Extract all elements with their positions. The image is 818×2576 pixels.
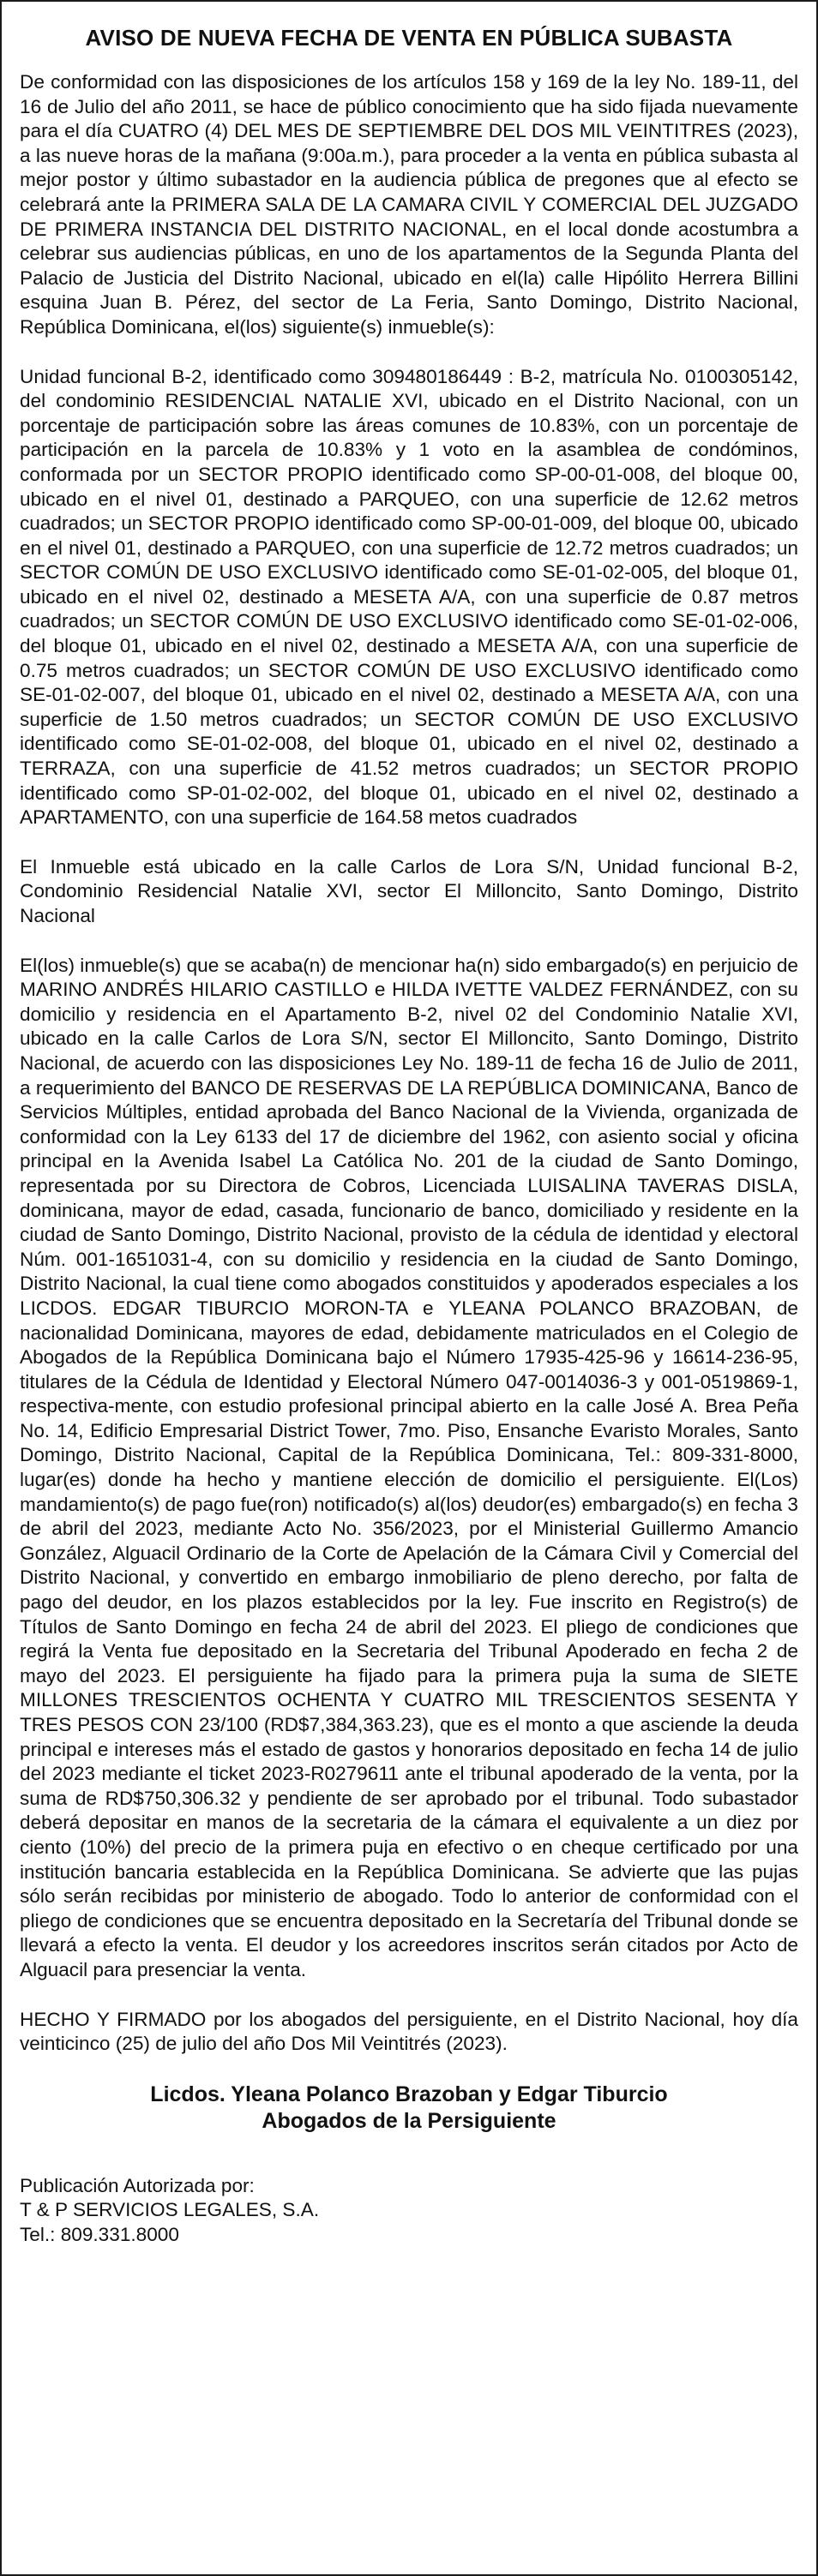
publication-label: Publicación Autorizada por: bbox=[20, 2174, 255, 2196]
publication-phone: Tel.: 809.331.8000 bbox=[20, 2223, 179, 2245]
property-description-paragraph: Unidad funcional B-2, identificado como 309480186449 : B-2, matrícula No. 0100305142, del condominio RESIDENCIAL NATALIE XVI, ubicado en el Distrito Nacional, con un porcentaje de participación sobre las áreas comunes de 10.83%, con un porcentaje de participación en la parcela de 10.83% y 1 voto en la asamblea de condóminos, conformada por un SECTOR PROPIO identificado como SP-00-01-008, del bloque 00, ubicado en el nivel 01, destinado a PARQUEO, con una superficie de 12.62 metros cuadrados; un SECTOR PROPIO identificado como SP-00-01-009, del bloque 00, ubicado en el nivel 01, destinado a PARQUEO, con una superficie de 12.72 metros cuadrados; un SECTOR COMÚN DE USO EXCLUSIVO identificado como SE-01-02-005, del bloque 01, ubicado en el nivel 02, destinado a MESETA A/A, con una superficie de 0.87 metros cuadrados; un SECTOR COMÚN DE USO EXCLUSIVO identificado como SE-01-02-006, del bloque 01, ubicado en el nivel 02, destinado a MESETA A/A, con una superficie de 0.75 metros cuadrados; un SECTOR COMÚN DE USO EXCLUSIVO identificado como SE-01-02-007, del bloque 01, ubicado en el nivel 02, destinado a MESETA A/A, con una superficie de 1.50 metros cuadrados; un SECTOR COMÚN DE USO EXCLUSIVO identificado como SE-01-02-008, del bloque 01, ubicado en el nivel 02, destinado a TERRAZA, con una superficie de 41.52 metros cuadrados; un SECTOR PROPIO identificado como SP-01-02-002, del bloque 01, ubicado en el nivel 02, destinado a APARTAMENTO, con una superficie de 164.58 metos cuadrados bbox=[20, 365, 798, 829]
signed-paragraph: HECHO Y FIRMADO por los abogados del persiguiente, en el Distrito Nacional, hoy día veinticinco (25) de julio del año Dos Mil Veintitrés (2023). bbox=[20, 2008, 798, 2055]
signature-names: Licdos. Yleana Polanco Brazoban y Edgar Tiburcio bbox=[150, 2082, 668, 2106]
property-location-paragraph: El Inmueble está ubicado en la calle Carlos de Lora S/N, Unidad funcional B-2, Condominio Residencial Natalie XVI, sector El Milloncito, Santo Domingo, Distrito Nacional bbox=[20, 855, 798, 926]
intro-paragraph: De conformidad con las disposiciones de los artículos 158 y 169 de la ley No. 189-11, del 16 de Julio del año 2011, se hace de público conocimiento que ha sido fijada nuevamente para el día CUATRO (4) DEL MES DE SEPTIEMBRE DEL DOS MIL VEINTITRES (2023), a las nueve horas de la mañana (9:00a.m.), para proceder a la venta en pública subasta al mejor postor y último subastador en la audiencia pública de pregones que al efecto se celebrará ante la PRIMERA SALA DE LA CAMARA CIVIL Y COMERCIAL DEL JUZGADO DE PRIMERA INSTANCIA DEL DISTRITO NACIONAL, en el local donde acostumbra a celebrar sus audiencias públicas, en uno de los apartamentos de la Segunda Planta del Palacio de Justicia del Distrito Nacional, ubicado en el(la) calle Hipólito Herrera Billini esquina Juan B. Pérez, del sector de La Feria, Santo Domingo, Distrito Nacional, República Dominicana, el(los) siguiente(s) inmueble(s): bbox=[20, 71, 798, 338]
signature-role: Abogados de la Persiguiente bbox=[262, 2108, 556, 2133]
notice-title: AVISO DE NUEVA FECHA DE VENTA EN PÚBLICA SUBASTA bbox=[85, 25, 733, 51]
publication-company: T & P SERVICIOS LEGALES, S.A. bbox=[20, 2199, 320, 2221]
seizure-details-paragraph: El(los) inmueble(s) que se acaba(n) de mencionar ha(n) sido embargado(s) en perjuicio de MARINO ANDRÉS HILARIO CASTILLO e HILDA IVETTE VALDEZ FERNÁNDEZ, con su domicilio y residencia en el Apartamento B-2, nivel 02 del Condominio Natalie XVI, ubicado en la calle Carlos de Lora S/N, sector El Milloncito, Santo Domingo, Distrito Nacional, de acuerdo con las disposiciones Ley No. 189-11 de fecha 16 de Julio de 2011, a requerimiento del BANCO DE RESERVAS DE LA REPÚBLICA DOMINICANA, Banco de Servicios Múltiples, entidad aprobada del Banco Nacional de la Vivienda, organizada de conformidad con la Ley 6133 del 17 de diciembre del 1962, con asiento social y oficina principal en la Avenida Isabel La Católica No. 201 de la ciudad de Santo Domingo, representada por su Directora de Cobros, Licenciada LUISALINA TAVERAS DISLA, dominicana, mayor de edad, casada, funcionario de banco, domiciliado y residente en la ciudad de Santo Domingo, Distrito Nacional, provisto de la cédula de identidad y electoral Núm. 001-1651031-4, con su domicilio y residencia en la ciudad de Santo Domingo, Distrito Nacional, la cual tiene como abogados constituidos y apoderados especiales a los LICDOS. EDGAR TIBURCIO MORON-TA e YLEANA POLANCO BRAZOBAN, de nacionalidad Dominicana, mayores de edad, debidamente matriculados en el Colegio de Abogados de la República Dominicana bajo el Número 17935-425-96 y 16614-236-95, titulares de la Cédula de Identidad y Electoral Número 047-0014036-3 y 001-0519869-1, respectiva-mente, con estudio profesional principal abierto en la calle José A. Brea Peña No. 14, Edificio Empresarial District Tower, 7mo. Piso, Ensanche Evaristo Morales, Santo Domingo, Distrito Nacional, Capital de la República Dominicana, Tel.: 809-331-8000, lugar(es) donde ha hecho y mantiene elección de domicilio el persiguiente. El(Los) mandamiento(s) de pago fue(ron) notificado(s) al(los) deudor(es) embargado(s) en fecha 3 de abril del 2023, mediante Acto No. 356/2023, por el Ministerial Guillermo Amancio González, Alguacil Ordinario de la Corte de Apelación de la Cámara Civil y Comercial del Distrito Nacional, y convertido en embargo inmobiliario de pleno derecho, por falta de pago del deudor, en los plazos establecidos por la ley. Fue inscrito en Registro(s) de Títulos de Santo Domingo en fecha 24 de abril del 2023. El pliego de condiciones que regirá la Venta fue depositado en la Secretaria del Tribunal Apoderado en fecha 2 de mayo del 2023. El persiguiente ha fijado para la primera puja la suma de SIETE MILLONES TRESCIENTOS OCHENTA Y CUATRO MIL TRESCIENTOS SESENTA Y TRES PESOS CON 23/100 (RD$7,384,363.23), que es el monto a que asciende la deuda principal e intereses más el estado de gastos y honorarios depositado en fecha 14 de julio del 2023 mediante el ticket 2023-R0279611 ante el tribunal apoderado de la venta, por la suma de RD$750,306.32 y pendiente de ser aprobado por el tribunal. Todo subastador deberá depositar en manos de la secretaria de la cámara el equivalente a un diez por ciento (10%) del precio de la primera puja en efectivo o en cheque certificado por una institución bancaria establecida en la República Dominicana. Se advierte que las pujas sólo serán recibidas por ministerio de abogado. Todo lo anterior de conformidad con el pliego de condiciones que se encuentra depositado en la Secretaría del Tribunal donde se llevará a efecto la venta. El deudor y los acreedores inscritos serán citados por Acto de Alguacil para presenciar la venta. bbox=[20, 954, 798, 1980]
publication-credit bbox=[20, 2174, 798, 2248]
signature-block bbox=[20, 2082, 798, 2135]
